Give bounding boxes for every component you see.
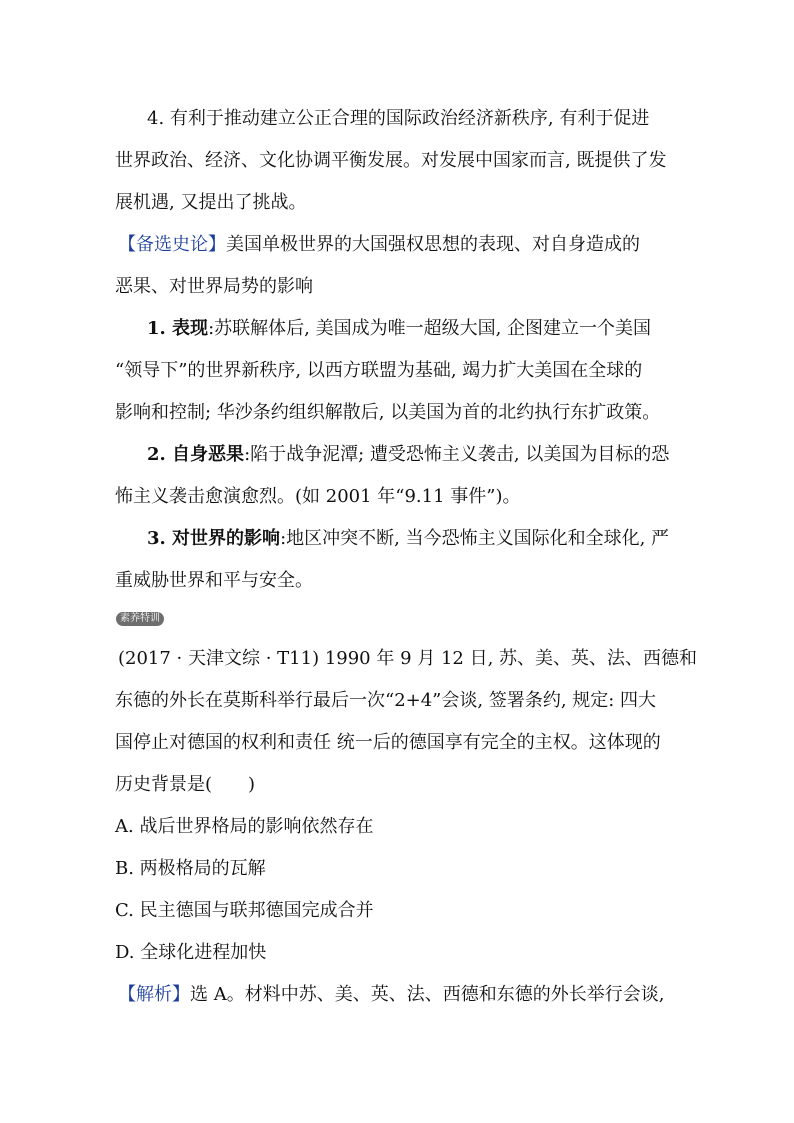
question-line1: (2017 · 天津文综 · T11) 1990 年 9 月 12 日, 苏、美、英、法、西德和 — [118, 648, 698, 669]
extra-topic-tag: 【备选史论】 — [118, 234, 226, 255]
question-line2: 东德的外长在莫斯科举行最后一次“2+4”会谈, 签署条约, 规定: 四大 — [115, 690, 657, 711]
item1-label: 1. 表现 — [147, 318, 209, 339]
point4-line2: 世界政治、经济、文化协调平衡发展。对发展中国家而言, 既提供了发 — [115, 150, 667, 171]
answer-tag: 【解析】 — [118, 984, 190, 1005]
answer-text: 选 A。材料中苏、美、英、法、西德和东德的外长举行会谈, — [190, 984, 665, 1005]
answer-line — [118, 984, 664, 1006]
item3-label: 3. 对世界的影响 — [147, 528, 281, 549]
extra-topic-text: 美国单极世界的大国强权思想的表现、对自身造成的 — [226, 234, 640, 255]
extra-topic-line1 — [118, 234, 640, 256]
item1-text: :苏联解体后, 美国成为唯一超级大国, 企图建立一个美国 — [208, 318, 652, 339]
extra-topic-line2: 恶果、对世界局势的影响 — [115, 276, 313, 297]
item2-line2: 怖主义袭击愈演愈烈。(如 2001 年“9.11 事件”)。 — [115, 486, 521, 507]
option-c: C. 民主德国与联邦德国完成合并 — [115, 900, 374, 921]
item2-text: :陷于战争泥潭; 遭受恐怖主义袭击, 以美国为目标的恐 — [244, 444, 670, 465]
item1-line3: 影响和控制; 华沙条约组织解散后, 以美国为首的北约执行东扩政策。 — [115, 402, 661, 423]
skill-training-badge: 素养特训 — [116, 612, 164, 626]
option-a: A. 战后世界格局的影响依然存在 — [115, 816, 374, 837]
item3-text: :地区冲突不断, 当今恐怖主义国际化和全球化, 严 — [280, 528, 670, 549]
option-d: D. 全球化进程加快 — [115, 942, 267, 963]
option-b: B. 两极格局的瓦解 — [115, 858, 266, 879]
point4-line3: 展机遇, 又提出了挑战。 — [115, 192, 307, 213]
question-line3: 国停止对德国的权利和责任 统一后的德国享有完全的主权。这体现的 — [115, 732, 661, 753]
item1-line1 — [147, 318, 651, 340]
item1-line2: “领导下”的世界新秩序, 以西方联盟为基础, 竭力扩大美国在全球的 — [115, 360, 643, 381]
point4-line1: 4. 有利于推动建立公正合理的国际政治经济新秩序, 有利于促进 — [147, 108, 650, 129]
item3-line2: 重威胁世界和平与安全。 — [115, 570, 313, 591]
item2-label: 2. 自身恶果 — [147, 444, 245, 465]
item2-line1 — [147, 444, 669, 466]
item3-line1 — [147, 528, 669, 550]
question-line4: 历史背景是( ) — [115, 774, 256, 795]
